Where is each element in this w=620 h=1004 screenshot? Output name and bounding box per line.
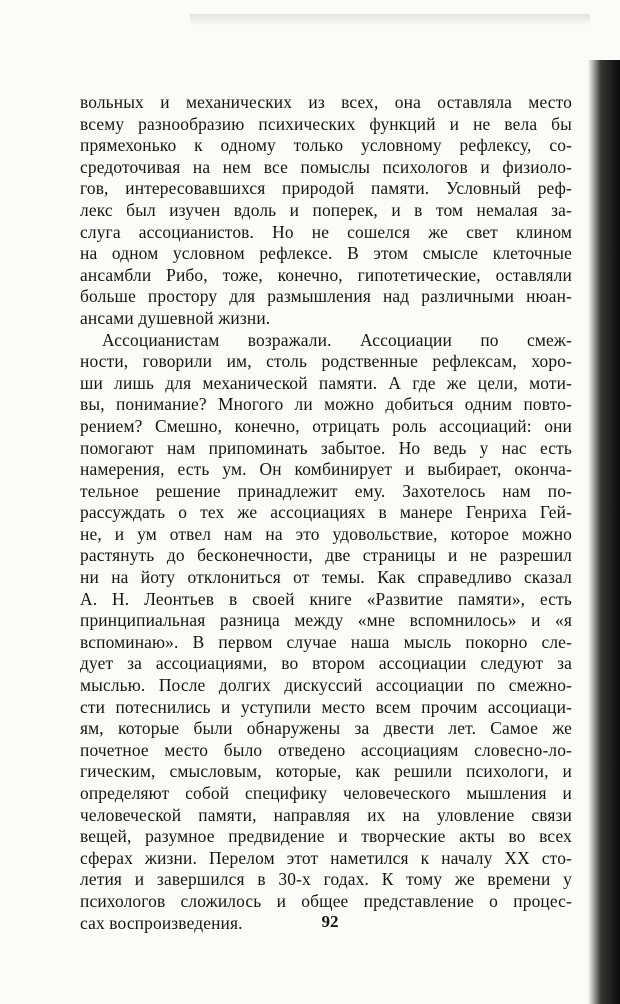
text-line: вещей, разумное предвидение и творческие акты во всех xyxy=(80,826,572,847)
text-line: вы, понимание? Многого ли можно добиться одним повто- xyxy=(80,394,572,415)
text-line: ям, которые были обнаружены за двести лет. Самое же xyxy=(80,718,572,739)
text-line: дует за ассоциациями, во втором ассоциации следуют за xyxy=(80,653,572,674)
text-line: рением? Смешно, конечно, отрицать роль ассоциаций: они xyxy=(80,415,572,436)
text-line: не, и ум отвел нам на это удовольствие, которое можно xyxy=(80,523,572,544)
text-line: всему разнообразию психических функций и не вела бы xyxy=(80,113,572,134)
text-line: сферах жизни. Перелом этот наметился к началу XX сто- xyxy=(80,847,572,868)
text-line: больше простору для размышления над различными нюан- xyxy=(80,286,572,307)
text-line: вольных и механических из всех, она оставляла место xyxy=(80,92,572,112)
text-line: сах воспроизведения. xyxy=(80,912,243,933)
text-line: вспоминаю». В первом случае наша мысль покорно сле- xyxy=(80,631,572,652)
page-number: 92 xyxy=(321,912,339,931)
text-line: средоточивая на нем все помыслы психологов и физиоло- xyxy=(80,156,572,177)
text-line: растянуть до бесконечности, две страницы и не разрешил xyxy=(80,545,572,566)
text-line: сти потеснились и уступили место всем прочим ассоциаци- xyxy=(80,696,572,717)
text-line: тельное решение принадлежит ему. Захотелось нам по- xyxy=(80,480,572,501)
text-line: почетное место было отведено ассоциациям словесно-ло- xyxy=(80,739,572,760)
text-line: помогают нам припоминать забытое. Но ведь у нас есть xyxy=(80,437,572,458)
text-line: летия и завершился в 30-х годах. К тому же времени у xyxy=(80,869,572,890)
text-line: прямехонько к одному только условному рефлексу, со- xyxy=(80,135,572,156)
text-line: человеческой памяти, направляя их на уловление связи xyxy=(80,804,572,825)
text-line: определяют собой специфику человеческого мышления и xyxy=(80,783,572,803)
text-line: принципиальная разница между «мне вспомнилось» и «я xyxy=(80,610,572,631)
text-line: рассуждать о тех же ассоциациях в манере Генриха Гей- xyxy=(80,502,572,523)
body-text xyxy=(80,92,572,934)
text-line: психологов сложилось и общее представление о процес- xyxy=(80,890,572,911)
scan-shadow-right xyxy=(588,60,620,1004)
text-line: гов, интересовавшихся природой памяти. Условный реф- xyxy=(80,178,572,199)
scan-shadow-top xyxy=(190,14,590,26)
paragraph-start-line: Ассоцианистам возражали. Ассоциации по смеж- xyxy=(102,329,572,350)
text-line: ни на йоту отклониться от темы. Как справедливо сказал xyxy=(80,567,572,588)
text-line: ности, говорили им, столь родственные рефлексам, хоро- xyxy=(80,351,572,372)
text-line: слуга ассоцианистов. Но не сошелся же свет клином xyxy=(80,221,572,242)
text-line: ансамбли Рибо, тоже, конечно, гипотетические, оставляли xyxy=(80,264,572,285)
text-line: А. Н. Леонтьев в своей книге «Развитие памяти», есть xyxy=(80,588,572,609)
text-line: мыслью. После долгих дискуссий ассоциации по смежно- xyxy=(80,675,572,696)
text-line: гическим, смысловым, которые, как решили психологи, и xyxy=(80,761,572,782)
text-line: ши лишь для механической памяти. А где же цели, моти- xyxy=(80,372,572,393)
text-line: лекс был изучен вдоль и поперек, и в том немалая за- xyxy=(80,199,572,220)
text-line: на одном условном рефлексе. В этом смысле клеточные xyxy=(80,243,572,264)
text-line: намерения, есть ум. Он комбинирует и выбирает, оконча- xyxy=(80,459,572,480)
text-line: ансами душевной жизни. xyxy=(80,307,271,328)
